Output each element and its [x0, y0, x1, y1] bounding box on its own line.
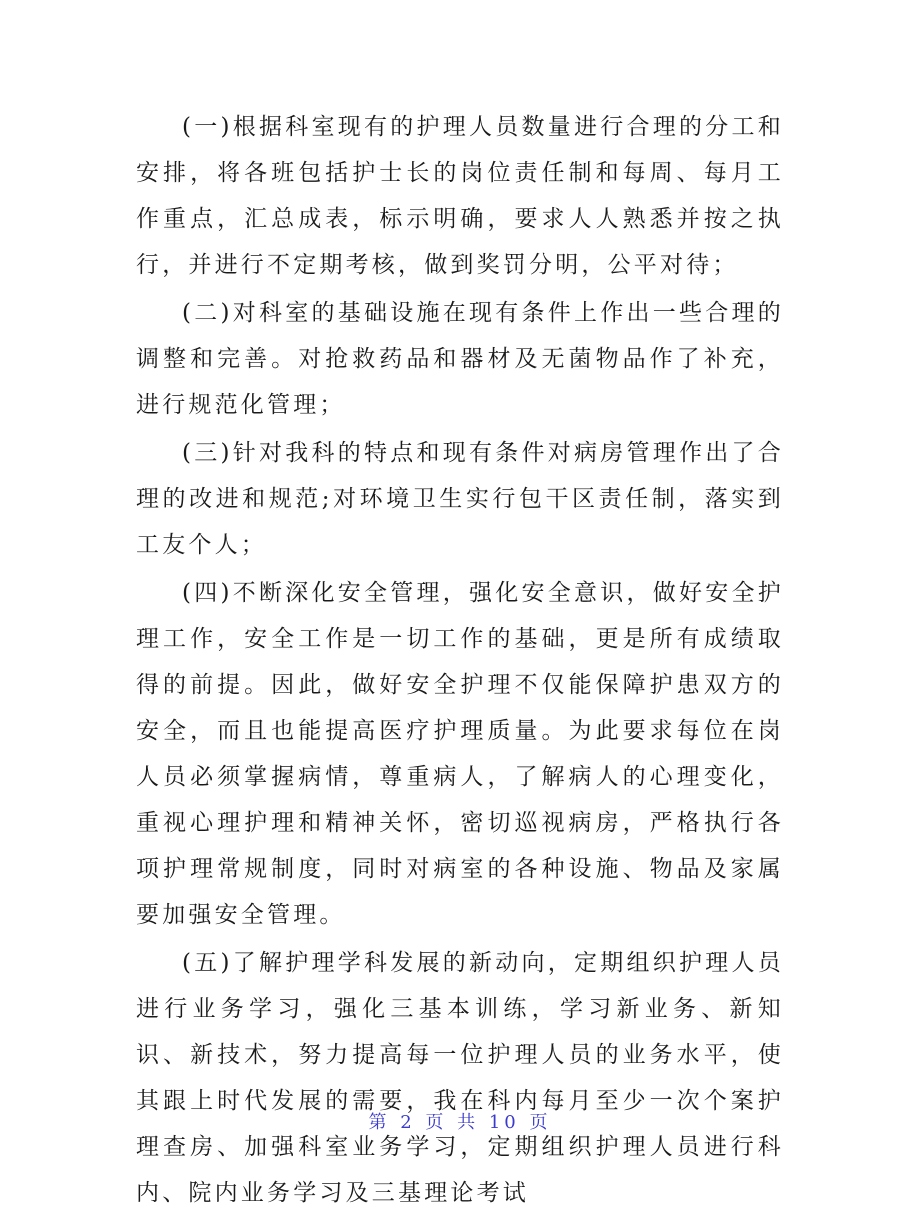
paragraph-5: (五)了解护理学科发展的新动向，定期组织护理人员进行业务学习，强化三基本训练，学习新业务、新知识、新技术，努力提高每一位护理人员的业务水平，使其跟上时代发展的需要，我在科内每月至少一次个案护理查房、加强科室业务学习，定期组织护理人员进行科内、院内业务学习及三基理论考试 — [136, 950, 784, 1206]
paragraph-2: (二)对科室的基础设施在现有条件上作出一些合理的调整和完善。对抢救药品和器材及无菌物品作了补充，进行规范化管理； — [136, 300, 784, 418]
paragraph-3: (三)针对我科的特点和现有条件对病房管理作出了合理的改进和规范;对环境卫生实行包干区责任制，落实到工友个人； — [136, 440, 784, 558]
paragraph-4: (四)不断深化安全管理，强化安全意识，做好安全护理工作，安全工作是一切工作的基础，更是所有成绩取得的前提。因此，做好安全护理不仅能保障护患双方的安全，而且也能提高医疗护理质量。为此要求每位在岗人员必须掌握病情，尊重病人，了解病人的心理变化，重视心理护理和精神关怀，密切巡视病房，严格执行各项护理常规制度，同时对病室的各种设施、物品及家属要加强安全管理。 — [136, 580, 784, 928]
page-number-footer: 第 2 页 共 10 页 — [368, 1112, 552, 1133]
document-body — [136, 104, 784, 1218]
paragraph-1: (一)根据科室现有的护理人员数量进行合理的分工和安排，将各班包括护士长的岗位责任制和每周、每月工作重点，汇总成表，标示明确，要求人人熟悉并按之执行，并进行不定期考核，做到奖罚分明，公平对待； — [136, 114, 784, 278]
